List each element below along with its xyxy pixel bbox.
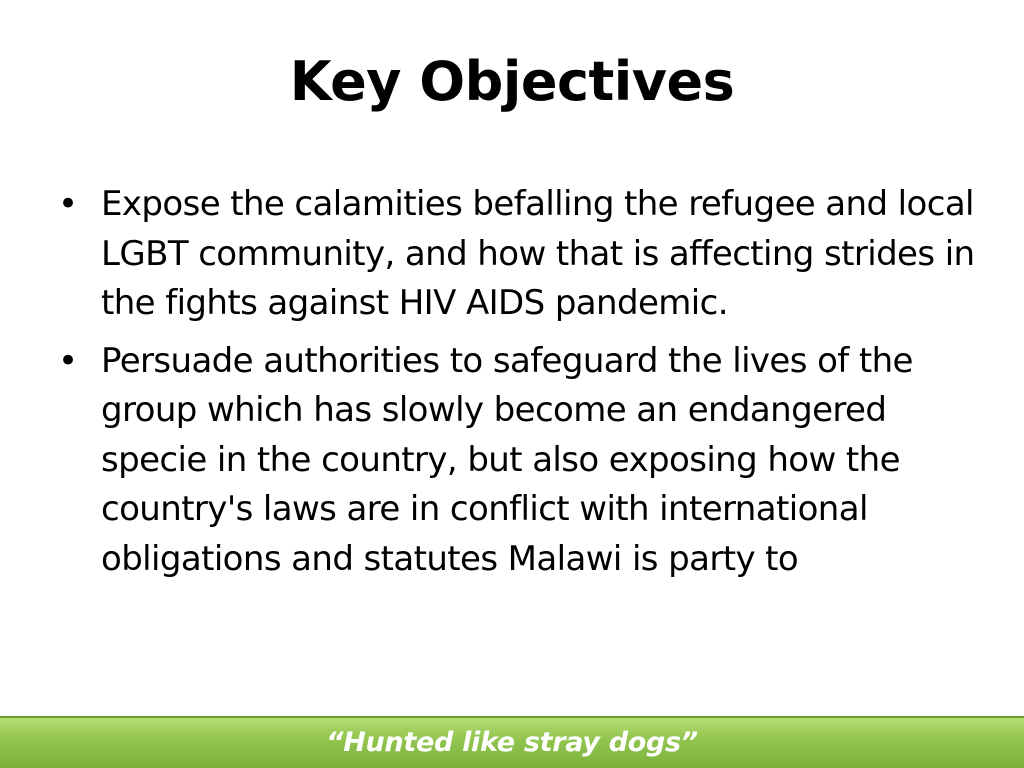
list-item bbox=[58, 180, 978, 329]
bullet-list bbox=[58, 180, 978, 592]
list-item bbox=[58, 337, 978, 585]
bullet-text: Persuade authorities to safeguard the lives of the group which has slowly become an endangered specie in the country, but also exposing how the country's laws are in conflict with international obligations and statutes Malawi is party to bbox=[101, 340, 913, 579]
slide-title: Key Objectives bbox=[289, 50, 735, 113]
footer-caption: “Hunted like stray dogs” bbox=[326, 727, 698, 758]
bullet-icon: • bbox=[58, 184, 78, 224]
bullet-text: Expose the calamities befalling the refugee and local LGBT community, and how that is affecting strides in the fights against HIV AIDS pandemic. bbox=[101, 184, 975, 323]
bullet-icon: • bbox=[58, 340, 78, 381]
footer-bar bbox=[0, 716, 1024, 768]
